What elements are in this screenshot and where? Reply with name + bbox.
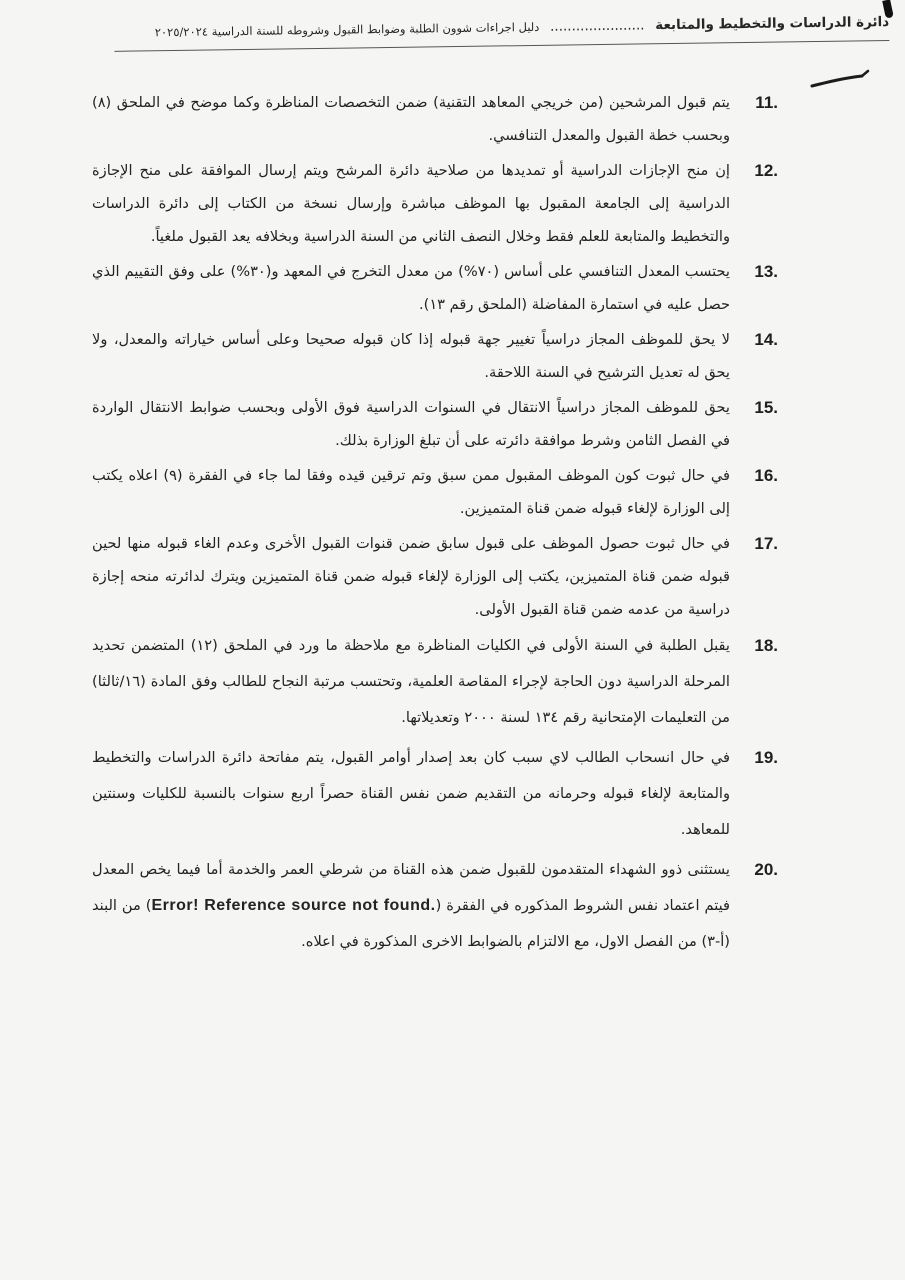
item-text: يحق للموظف المجاز دراسياً الانتقال في السنوات الدراسية فوق الأولى وبحسب ضوابط الانتقال الواردة في الفصل الثامن وشرط موافقة دائرته على أن تبلغ الوزارة بذلك. [92, 399, 730, 449]
item-number: 15. [754, 398, 778, 417]
item-number: 19. [754, 748, 778, 767]
list-item [92, 86, 778, 152]
item-text-after-reference: ) من البند (أ-٣) من الفصل الاول، مع الالتزام بالضوابط الاخرى المذكورة في اعلاه. [92, 897, 730, 950]
list-item [92, 255, 778, 321]
list-item [92, 852, 778, 960]
item-text: في حال ثبوت كون الموظف المقبول ممن سبق وتم ترقين قيده وفقا لما جاء في الفقرة (٩) اعلاه يكتب إلى الوزارة لإلغاء قبوله ضمن قناة المتميزين. [92, 467, 730, 517]
item-number: 14. [754, 330, 778, 349]
header-guide-title: دليل اجراءات شوون الطلبة وضوابط القبول وشروطه للسنة الدراسية ٢٠٢٥/٢٠٢٤ [154, 19, 540, 40]
item-text: يتم قبول المرشحين (من خريجي المعاهد التقنية) ضمن التخصصات المناظرة وكما موضح في الملحق (٨) وبحسب خطة القبول والمعدل التنافسي. [92, 94, 730, 144]
item-text: يقبل الطلبة في السنة الأولى في الكليات المناظرة مع ملاحظة ما ورد في الملحق (١٢) المتضمن تحديد المرحلة الدراسية دون الحاجة لإجراء المقاصة العلمية، وتحتسب مرتبة النجاح للطالب وفق المادة (١٦/ثالثا) من التعليمات الإمتحانية رقم ١٣٤ لسنة ٢٠٠٠ وتعديلاتها. [92, 637, 730, 726]
list-item [92, 527, 778, 626]
item-number: 13. [754, 262, 778, 281]
item-text-before-reference: يستثنى ذوو الشهداء المتقدمون للقبول ضمن هذه القناة من شرطي العمر والخدمة أما فيما يخص المعدل فيتم اعتماد نفس الشروط المذكوره في الفقرة ( [92, 861, 730, 914]
broken-cross-reference: Error! Reference source not found. [151, 897, 436, 914]
item-text: يحتسب المعدل التنافسي على أساس (٧٠%) من معدل التخرج في المعهد و(٣٠%) على وفق التقييم الذي حصل عليه في استمارة المفاضلة (الملحق رقم ١٣). [92, 263, 730, 313]
list-item [92, 740, 778, 848]
item-number: 18. [754, 636, 778, 655]
item-number: 11. [755, 93, 778, 112]
page-header [114, 14, 889, 52]
list-item [92, 459, 778, 525]
item-number: 17. [754, 534, 778, 553]
item-number: 12. [754, 161, 778, 180]
item-text: إن منح الإجازات الدراسية أو تمديدها من صلاحية دائرة المرشح ويتم إرسال الموافقة على منح الإجازة الدراسية إلى الجامعة المقبول بها الموظف مباشرة وإرسال نسخة من الكتاب إلى دائرة الدراسات والتخطيط والمتابعة للعلم فقط وخلال النصف الثاني من السنة الدراسية وبخلافه يعد القبول ملغياً. [92, 162, 730, 245]
item-text [92, 861, 730, 950]
item-number: 20. [754, 860, 778, 879]
conditions-list [92, 86, 778, 962]
header-department: دائرة الدراسات والتخطيط والمتابعة [655, 14, 890, 34]
pen-stroke-mark [810, 62, 870, 92]
item-text: لا يحق للموظف المجاز دراسياً تغيير جهة قبوله إذا كان قبوله صحيحا وعلى أساس خياراته والمعدل، ولا يحق له تعديل الترشيح في السنة اللاحقة. [92, 331, 730, 381]
list-item [92, 323, 778, 389]
item-number: 16. [754, 466, 778, 485]
list-item [92, 628, 778, 736]
list-item [92, 154, 778, 253]
header-separator: ...................... [549, 17, 645, 35]
item-text: في حال انسحاب الطالب لاي سبب كان بعد إصدار أوامر القبول، يتم مفاتحة دائرة الدراسات والتخطيط والمتابعة لإلغاء قبوله وحرمانه من التقديم ضمن نفس القناة حصراً اربع سنوات بالنسبة للكليات وسنتين للمعاهد. [92, 749, 730, 838]
item-text: في حال ثبوت حصول الموظف على قبول سابق ضمن قنوات القبول الأخرى وعدم الغاء قبوله منها لحين قبوله ضمن قناة المتميزين، يكتب إلى الوزارة لإلغاء قبوله ضمن قناة المتميزين ويترك لدائرته منحه إجازة دراسية من عدمه ضمن قناة القبول الأولى. [92, 535, 730, 618]
list-item [92, 391, 778, 457]
